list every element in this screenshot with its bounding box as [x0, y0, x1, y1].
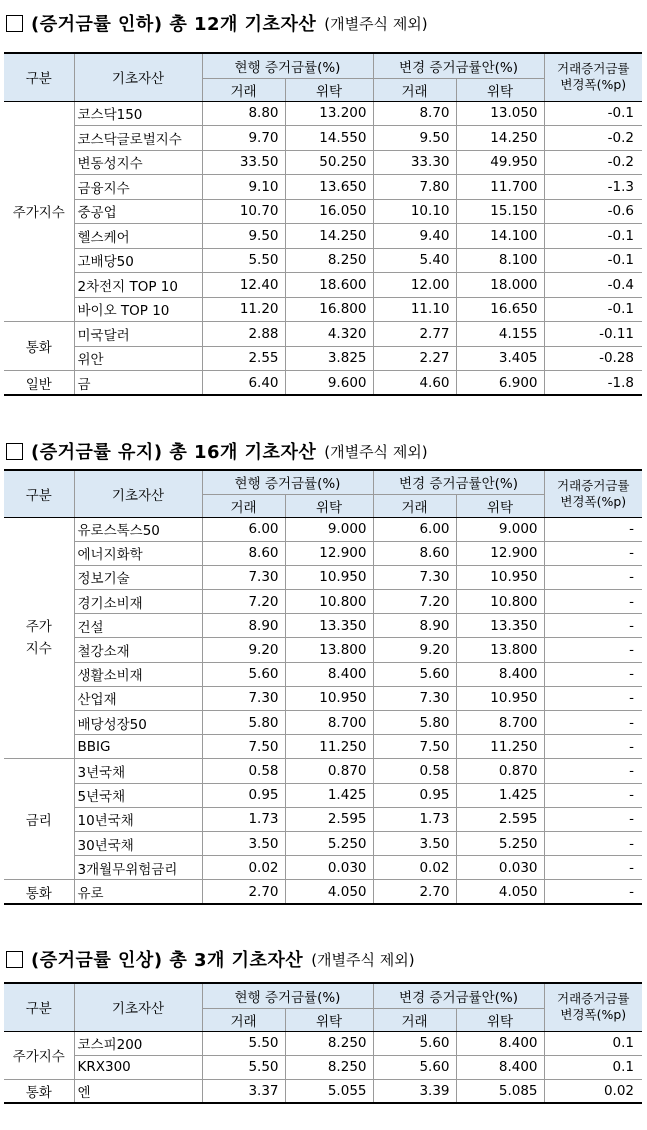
proposed-trust-cell: 0.870	[456, 759, 544, 783]
current-trust-cell: 16.050	[285, 199, 373, 224]
current-trade-cell: 7.50	[202, 735, 285, 759]
header-change-line1: 거래증거금률	[557, 991, 630, 1007]
current-trade-cell: 7.30	[202, 565, 285, 589]
proposed-trade-cell: 7.20	[373, 590, 456, 614]
proposed-trust-cell: 5.085	[456, 1079, 544, 1103]
header-asset: 기초자산	[74, 983, 202, 1031]
table-row	[4, 880, 642, 904]
asset-cell: 5년국채	[74, 783, 202, 807]
header-change-line2: 변경폭(%p)	[560, 77, 627, 93]
current-trade-cell: 8.60	[202, 541, 285, 565]
checkbox-icon	[6, 15, 23, 32]
category-cell: 통화	[4, 322, 74, 371]
section-title-text: (증거금률 인하) 총 12개 기초자산	[31, 14, 317, 35]
header-current-trust: 위탁	[285, 78, 373, 101]
proposed-trust-cell: 2.595	[456, 807, 544, 831]
proposed-trade-cell: 5.80	[373, 711, 456, 735]
margin-rate-table	[4, 982, 642, 1104]
asset-cell: 산업재	[74, 686, 202, 710]
current-trust-cell: 14.550	[285, 126, 373, 151]
proposed-trade-cell: 0.02	[373, 856, 456, 880]
table-row	[4, 1079, 642, 1103]
proposed-trust-cell: 4.050	[456, 880, 544, 904]
change-cell: -	[544, 807, 642, 831]
proposed-trust-cell: 8.700	[456, 711, 544, 735]
proposed-trade-cell: 0.58	[373, 759, 456, 783]
change-cell: -0.4	[544, 273, 642, 298]
table-row	[4, 735, 642, 759]
category-cell: 주가지수	[4, 1031, 74, 1079]
current-trade-cell: 5.50	[202, 1031, 285, 1055]
current-trust-cell: 5.055	[285, 1079, 373, 1103]
table-row	[4, 638, 642, 662]
header-current-rate: 현행 증거금률(%)	[202, 983, 373, 1008]
table-row	[4, 807, 642, 831]
header-current-trade: 거래	[202, 78, 285, 101]
asset-cell: 미국달러	[74, 322, 202, 347]
proposed-trade-cell: 7.30	[373, 686, 456, 710]
proposed-trade-cell: 1.73	[373, 807, 456, 831]
proposed-trade-cell: 6.00	[373, 517, 456, 541]
change-cell: -0.2	[544, 150, 642, 175]
proposed-trust-cell: 14.250	[456, 126, 544, 151]
proposed-trade-cell: 5.60	[373, 1031, 456, 1055]
current-trust-cell: 4.050	[285, 880, 373, 904]
proposed-trust-cell: 10.950	[456, 686, 544, 710]
proposed-trust-cell: 0.030	[456, 856, 544, 880]
current-trade-cell: 9.70	[202, 126, 285, 151]
table-row	[4, 199, 642, 224]
proposed-trust-cell: 9.000	[456, 517, 544, 541]
asset-cell: 금융지수	[74, 175, 202, 200]
current-trade-cell: 7.20	[202, 590, 285, 614]
proposed-trade-cell: 2.27	[373, 346, 456, 371]
change-cell: -0.6	[544, 199, 642, 224]
asset-cell: 경기소비재	[74, 590, 202, 614]
current-trust-cell: 13.650	[285, 175, 373, 200]
margin-rate-table	[4, 469, 642, 905]
change-cell: -	[544, 711, 642, 735]
proposed-trade-cell: 33.30	[373, 150, 456, 175]
proposed-trade-cell: 3.39	[373, 1079, 456, 1103]
current-trade-cell: 5.60	[202, 662, 285, 686]
current-trust-cell: 13.350	[285, 614, 373, 638]
proposed-trust-cell: 8.400	[456, 1055, 544, 1079]
proposed-trade-cell: 7.80	[373, 175, 456, 200]
change-cell: -	[544, 759, 642, 783]
current-trust-cell: 18.600	[285, 273, 373, 298]
asset-cell: 생활소비재	[74, 662, 202, 686]
current-trust-cell: 13.200	[285, 101, 373, 126]
current-trade-cell: 3.50	[202, 831, 285, 855]
table-row	[4, 517, 642, 541]
proposed-trade-cell: 0.95	[373, 783, 456, 807]
proposed-trust-cell: 10.950	[456, 565, 544, 589]
section-subtitle: (개별주식 제외)	[324, 14, 428, 33]
proposed-trade-cell: 7.50	[373, 735, 456, 759]
proposed-trust-cell: 6.900	[456, 371, 544, 396]
current-trust-cell: 10.950	[285, 686, 373, 710]
header-gubun: 구분	[4, 470, 74, 517]
current-trade-cell: 2.88	[202, 322, 285, 347]
proposed-trust-cell: 10.800	[456, 590, 544, 614]
change-cell: -	[544, 856, 642, 880]
current-trust-cell: 5.250	[285, 831, 373, 855]
proposed-trade-cell: 5.60	[373, 1055, 456, 1079]
current-trade-cell: 5.50	[202, 1055, 285, 1079]
change-cell: -0.11	[544, 322, 642, 347]
current-trust-cell: 10.800	[285, 590, 373, 614]
current-trust-cell: 0.030	[285, 856, 373, 880]
asset-cell: 3개월무위험금리	[74, 856, 202, 880]
header-change	[544, 983, 642, 1031]
header-proposed-trade: 거래	[373, 78, 456, 101]
current-trust-cell: 0.870	[285, 759, 373, 783]
change-cell: -	[544, 783, 642, 807]
current-trust-cell: 9.000	[285, 517, 373, 541]
header-proposed-trust: 위탁	[456, 1008, 544, 1031]
proposed-trust-cell: 12.900	[456, 541, 544, 565]
asset-cell: 배당성장50	[74, 711, 202, 735]
table-row	[4, 175, 642, 200]
header-current-trust: 위탁	[285, 494, 373, 517]
change-cell: -0.1	[544, 297, 642, 322]
change-cell: 0.1	[544, 1055, 642, 1079]
asset-cell: 코스닥글로벌지수	[74, 126, 202, 151]
proposed-trust-cell: 5.250	[456, 831, 544, 855]
proposed-trust-cell: 15.150	[456, 199, 544, 224]
current-trust-cell: 9.600	[285, 371, 373, 396]
asset-cell: 코스닥150	[74, 101, 202, 126]
current-trust-cell: 8.250	[285, 1055, 373, 1079]
proposed-trust-cell: 11.700	[456, 175, 544, 200]
asset-cell: 유로스톡스50	[74, 517, 202, 541]
table-row	[4, 101, 642, 126]
category-cell: 금리	[4, 759, 74, 880]
current-trade-cell: 0.95	[202, 783, 285, 807]
header-proposed-trust: 위탁	[456, 494, 544, 517]
table-row	[4, 686, 642, 710]
proposed-trade-cell: 9.50	[373, 126, 456, 151]
proposed-trust-cell: 1.425	[456, 783, 544, 807]
header-change-line2: 변경폭(%p)	[560, 1007, 627, 1023]
section-title	[6, 944, 415, 974]
asset-cell: 10년국채	[74, 807, 202, 831]
asset-cell: 금	[74, 371, 202, 396]
current-trade-cell: 0.02	[202, 856, 285, 880]
section-title-text: (증거금률 유지) 총 16개 기초자산	[31, 442, 317, 463]
checkbox-icon	[6, 443, 23, 460]
current-trade-cell: 12.40	[202, 273, 285, 298]
table-row	[4, 371, 642, 396]
header-change-line1: 거래증거금률	[557, 477, 630, 493]
asset-cell: 헬스케어	[74, 224, 202, 249]
proposed-trust-cell: 13.350	[456, 614, 544, 638]
change-cell: -	[544, 880, 642, 904]
table-row	[4, 1031, 642, 1055]
current-trust-cell: 12.900	[285, 541, 373, 565]
header-change-line2: 변경폭(%p)	[560, 493, 627, 509]
asset-cell: 3년국채	[74, 759, 202, 783]
asset-cell: 2차전지 TOP 10	[74, 273, 202, 298]
table-row	[4, 273, 642, 298]
current-trade-cell: 3.37	[202, 1079, 285, 1103]
proposed-trade-cell: 8.60	[373, 541, 456, 565]
change-cell: -	[544, 614, 642, 638]
proposed-trust-cell: 8.400	[456, 1031, 544, 1055]
proposed-trust-cell: 49.950	[456, 150, 544, 175]
table-row	[4, 614, 642, 638]
current-trade-cell: 9.50	[202, 224, 285, 249]
change-cell: -	[544, 541, 642, 565]
current-trade-cell: 9.10	[202, 175, 285, 200]
asset-cell: KRX300	[74, 1055, 202, 1079]
header-proposed-rate: 변경 증거금률안(%)	[373, 983, 544, 1008]
table-row	[4, 856, 642, 880]
section-subtitle: (개별주식 제외)	[311, 950, 415, 969]
table-row	[4, 1055, 642, 1079]
current-trade-cell: 5.50	[202, 248, 285, 273]
proposed-trade-cell: 8.90	[373, 614, 456, 638]
header-current-trade: 거래	[202, 494, 285, 517]
category-cell: 통화	[4, 1079, 74, 1103]
current-trade-cell: 8.80	[202, 101, 285, 126]
current-trade-cell: 5.80	[202, 711, 285, 735]
change-cell: -	[544, 590, 642, 614]
proposed-trade-cell: 9.40	[373, 224, 456, 249]
current-trade-cell: 6.00	[202, 517, 285, 541]
proposed-trade-cell: 9.20	[373, 638, 456, 662]
proposed-trust-cell: 8.400	[456, 662, 544, 686]
proposed-trust-cell: 11.250	[456, 735, 544, 759]
table-row	[4, 590, 642, 614]
section-subtitle: (개별주식 제외)	[324, 442, 428, 461]
header-proposed-trade: 거래	[373, 1008, 456, 1031]
change-cell: -	[544, 831, 642, 855]
change-cell: -0.1	[544, 248, 642, 273]
current-trust-cell: 8.700	[285, 711, 373, 735]
header-current-rate: 현행 증거금률(%)	[202, 53, 373, 78]
current-trust-cell: 11.250	[285, 735, 373, 759]
category-cell: 주가 지수	[4, 517, 74, 759]
current-trust-cell: 1.425	[285, 783, 373, 807]
current-trade-cell: 11.20	[202, 297, 285, 322]
header-proposed-trade: 거래	[373, 494, 456, 517]
table-row	[4, 831, 642, 855]
asset-cell: 엔	[74, 1079, 202, 1103]
current-trust-cell: 8.250	[285, 248, 373, 273]
category-cell: 일반	[4, 371, 74, 396]
table-row	[4, 783, 642, 807]
change-cell: -0.1	[544, 224, 642, 249]
header-gubun: 구분	[4, 53, 74, 101]
current-trust-cell: 3.825	[285, 346, 373, 371]
header-current-trust: 위탁	[285, 1008, 373, 1031]
table-row	[4, 759, 642, 783]
header-change	[544, 470, 642, 517]
table-row	[4, 224, 642, 249]
change-cell: -	[544, 517, 642, 541]
header-proposed-trust: 위탁	[456, 78, 544, 101]
table-row	[4, 297, 642, 322]
change-cell: -0.2	[544, 126, 642, 151]
change-cell: -0.28	[544, 346, 642, 371]
current-trade-cell: 1.73	[202, 807, 285, 831]
change-cell: -	[544, 565, 642, 589]
current-trade-cell: 7.30	[202, 686, 285, 710]
current-trust-cell: 13.800	[285, 638, 373, 662]
current-trust-cell: 8.400	[285, 662, 373, 686]
header-change	[544, 53, 642, 101]
change-cell: -	[544, 735, 642, 759]
proposed-trade-cell: 8.70	[373, 101, 456, 126]
asset-cell: 정보기술	[74, 565, 202, 589]
proposed-trade-cell: 3.50	[373, 831, 456, 855]
current-trade-cell: 10.70	[202, 199, 285, 224]
table-row	[4, 150, 642, 175]
current-trade-cell: 9.20	[202, 638, 285, 662]
current-trade-cell: 2.70	[202, 880, 285, 904]
table-row	[4, 541, 642, 565]
margin-rate-table	[4, 52, 642, 396]
proposed-trust-cell: 8.100	[456, 248, 544, 273]
table-row	[4, 346, 642, 371]
proposed-trust-cell: 16.650	[456, 297, 544, 322]
proposed-trade-cell: 5.60	[373, 662, 456, 686]
proposed-trade-cell: 11.10	[373, 297, 456, 322]
current-trust-cell: 10.950	[285, 565, 373, 589]
table-row	[4, 662, 642, 686]
proposed-trade-cell: 12.00	[373, 273, 456, 298]
proposed-trust-cell: 13.050	[456, 101, 544, 126]
asset-cell: 고배당50	[74, 248, 202, 273]
header-gubun: 구분	[4, 983, 74, 1031]
current-trade-cell: 2.55	[202, 346, 285, 371]
proposed-trust-cell: 14.100	[456, 224, 544, 249]
table-row	[4, 322, 642, 347]
header-asset: 기초자산	[74, 53, 202, 101]
proposed-trade-cell: 2.77	[373, 322, 456, 347]
header-asset: 기초자산	[74, 470, 202, 517]
change-cell: -	[544, 686, 642, 710]
change-cell: 0.1	[544, 1031, 642, 1055]
current-trade-cell: 8.90	[202, 614, 285, 638]
current-trust-cell: 14.250	[285, 224, 373, 249]
asset-cell: 중공업	[74, 199, 202, 224]
table-row	[4, 248, 642, 273]
section-title	[6, 8, 428, 38]
current-trust-cell: 16.800	[285, 297, 373, 322]
header-change-line1: 거래증거금률	[557, 61, 630, 77]
proposed-trade-cell: 10.10	[373, 199, 456, 224]
proposed-trust-cell: 13.800	[456, 638, 544, 662]
current-trust-cell: 8.250	[285, 1031, 373, 1055]
header-proposed-rate: 변경 증거금률안(%)	[373, 470, 544, 494]
asset-cell: 유로	[74, 880, 202, 904]
section-title-text: (증거금률 인상) 총 3개 기초자산	[31, 950, 304, 971]
asset-cell: 코스피200	[74, 1031, 202, 1055]
proposed-trade-cell: 5.40	[373, 248, 456, 273]
change-cell: -0.1	[544, 101, 642, 126]
current-trade-cell: 0.58	[202, 759, 285, 783]
current-trade-cell: 6.40	[202, 371, 285, 396]
asset-cell: 바이오 TOP 10	[74, 297, 202, 322]
change-cell: -	[544, 662, 642, 686]
asset-cell: 건설	[74, 614, 202, 638]
asset-cell: 에너지화학	[74, 541, 202, 565]
checkbox-icon	[6, 951, 23, 968]
asset-cell: 철강소재	[74, 638, 202, 662]
table-row	[4, 565, 642, 589]
current-trade-cell: 33.50	[202, 150, 285, 175]
section-title	[6, 436, 428, 466]
proposed-trade-cell: 4.60	[373, 371, 456, 396]
category-cell: 통화	[4, 880, 74, 904]
proposed-trade-cell: 2.70	[373, 880, 456, 904]
header-current-trade: 거래	[202, 1008, 285, 1031]
proposed-trade-cell: 7.30	[373, 565, 456, 589]
category-cell: 주가지수	[4, 101, 74, 322]
change-cell: 0.02	[544, 1079, 642, 1103]
asset-cell: 30년국채	[74, 831, 202, 855]
current-trust-cell: 50.250	[285, 150, 373, 175]
current-trust-cell: 4.320	[285, 322, 373, 347]
proposed-trust-cell: 18.000	[456, 273, 544, 298]
current-trust-cell: 2.595	[285, 807, 373, 831]
header-proposed-rate: 변경 증거금률안(%)	[373, 53, 544, 78]
proposed-trust-cell: 4.155	[456, 322, 544, 347]
table-row	[4, 126, 642, 151]
asset-cell: BBIG	[74, 735, 202, 759]
change-cell: -1.3	[544, 175, 642, 200]
change-cell: -1.8	[544, 371, 642, 396]
change-cell: -	[544, 638, 642, 662]
proposed-trust-cell: 3.405	[456, 346, 544, 371]
table-row	[4, 711, 642, 735]
header-current-rate: 현행 증거금률(%)	[202, 470, 373, 494]
asset-cell: 위안	[74, 346, 202, 371]
asset-cell: 변동성지수	[74, 150, 202, 175]
